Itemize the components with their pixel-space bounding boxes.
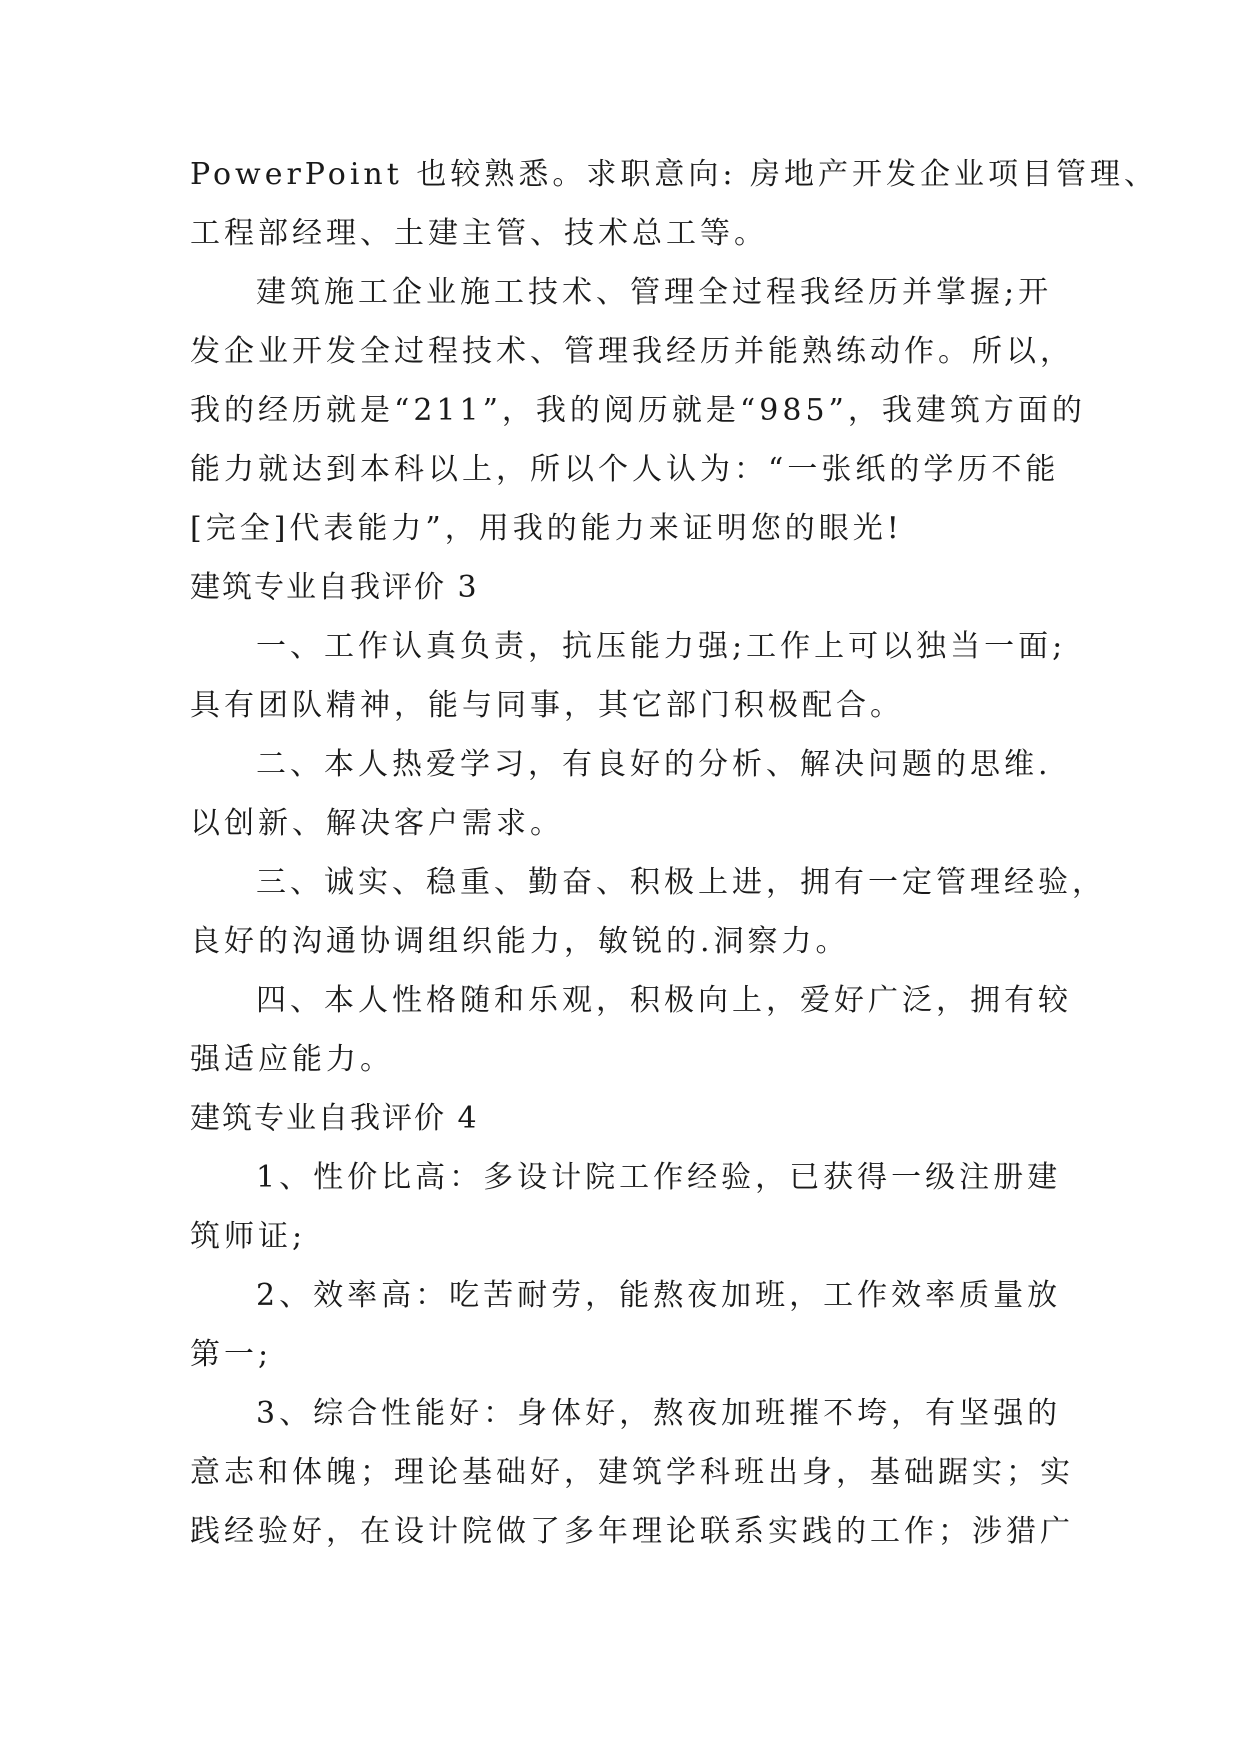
paragraph-line: 3、综合性能好：身体好，熬夜加班摧不垮，有坚强的	[256, 1396, 1062, 1431]
document-body	[190, 157, 1158, 1576]
paragraph-line: 发企业开发全过程技术、管理我经历并能熟练动作。所以，	[190, 334, 1074, 369]
paragraph-line: PowerPoint 也较熟悉。求职意向: 房地产开发企业项目管理、	[190, 157, 1158, 192]
section-heading: 建筑专业自我评价 4	[190, 1101, 479, 1136]
paragraph-line: [完全]代表能力”，用我的能力来证明您的眼光!	[190, 511, 903, 546]
paragraph-line: 二、本人热爱学习，有良好的分析、解决问题的思维.	[256, 747, 1052, 782]
paragraph-line: 践经验好，在设计院做了多年理论联系实践的工作；涉猎广	[190, 1514, 1074, 1549]
paragraph-line: 具有团队精神，能与同事，其它部门积极配合。	[190, 688, 904, 723]
paragraph-line: 良好的沟通协调组织能力，敏锐的.洞察力。	[190, 924, 850, 959]
paragraph-line: 1、性价比高：多设计院工作经验，已获得一级注册建	[256, 1160, 1062, 1195]
paragraph-line: 三、诚实、稳重、勤奋、积极上进，拥有一定管理经验，	[256, 865, 1106, 900]
paragraph-line: 我的经历就是“211”，我的阅历就是“985”，我建筑方面的	[190, 393, 1086, 428]
paragraph-line: 2、效率高：吃苦耐劳，能熬夜加班，工作效率质量放	[256, 1278, 1062, 1313]
paragraph-line: 第一;	[190, 1337, 273, 1372]
paragraph-line: 工程部经理、土建主管、技术总工等。	[190, 216, 768, 251]
paragraph-line: 一、工作认真负责，抗压能力强;工作上可以独当一面;	[256, 629, 1067, 664]
paragraph-line: 意志和体魄；理论基础好，建筑学科班出身，基础踞实；实	[190, 1455, 1074, 1490]
paragraph-line: 四、本人性格随和乐观，积极向上，爱好广泛，拥有较	[256, 983, 1072, 1018]
paragraph-line: 以创新、解决客户需求。	[190, 806, 564, 841]
paragraph-line: 强适应能力。	[190, 1042, 394, 1077]
paragraph-line: 建筑施工企业施工技术、管理全过程我经历并掌握;开	[256, 275, 1053, 310]
section-heading: 建筑专业自我评价 3	[190, 570, 479, 605]
paragraph-line: 能力就达到本科以上，所以个人认为：“一张纸的学历不能	[190, 452, 1060, 487]
paragraph-line: 筑师证;	[190, 1219, 307, 1254]
